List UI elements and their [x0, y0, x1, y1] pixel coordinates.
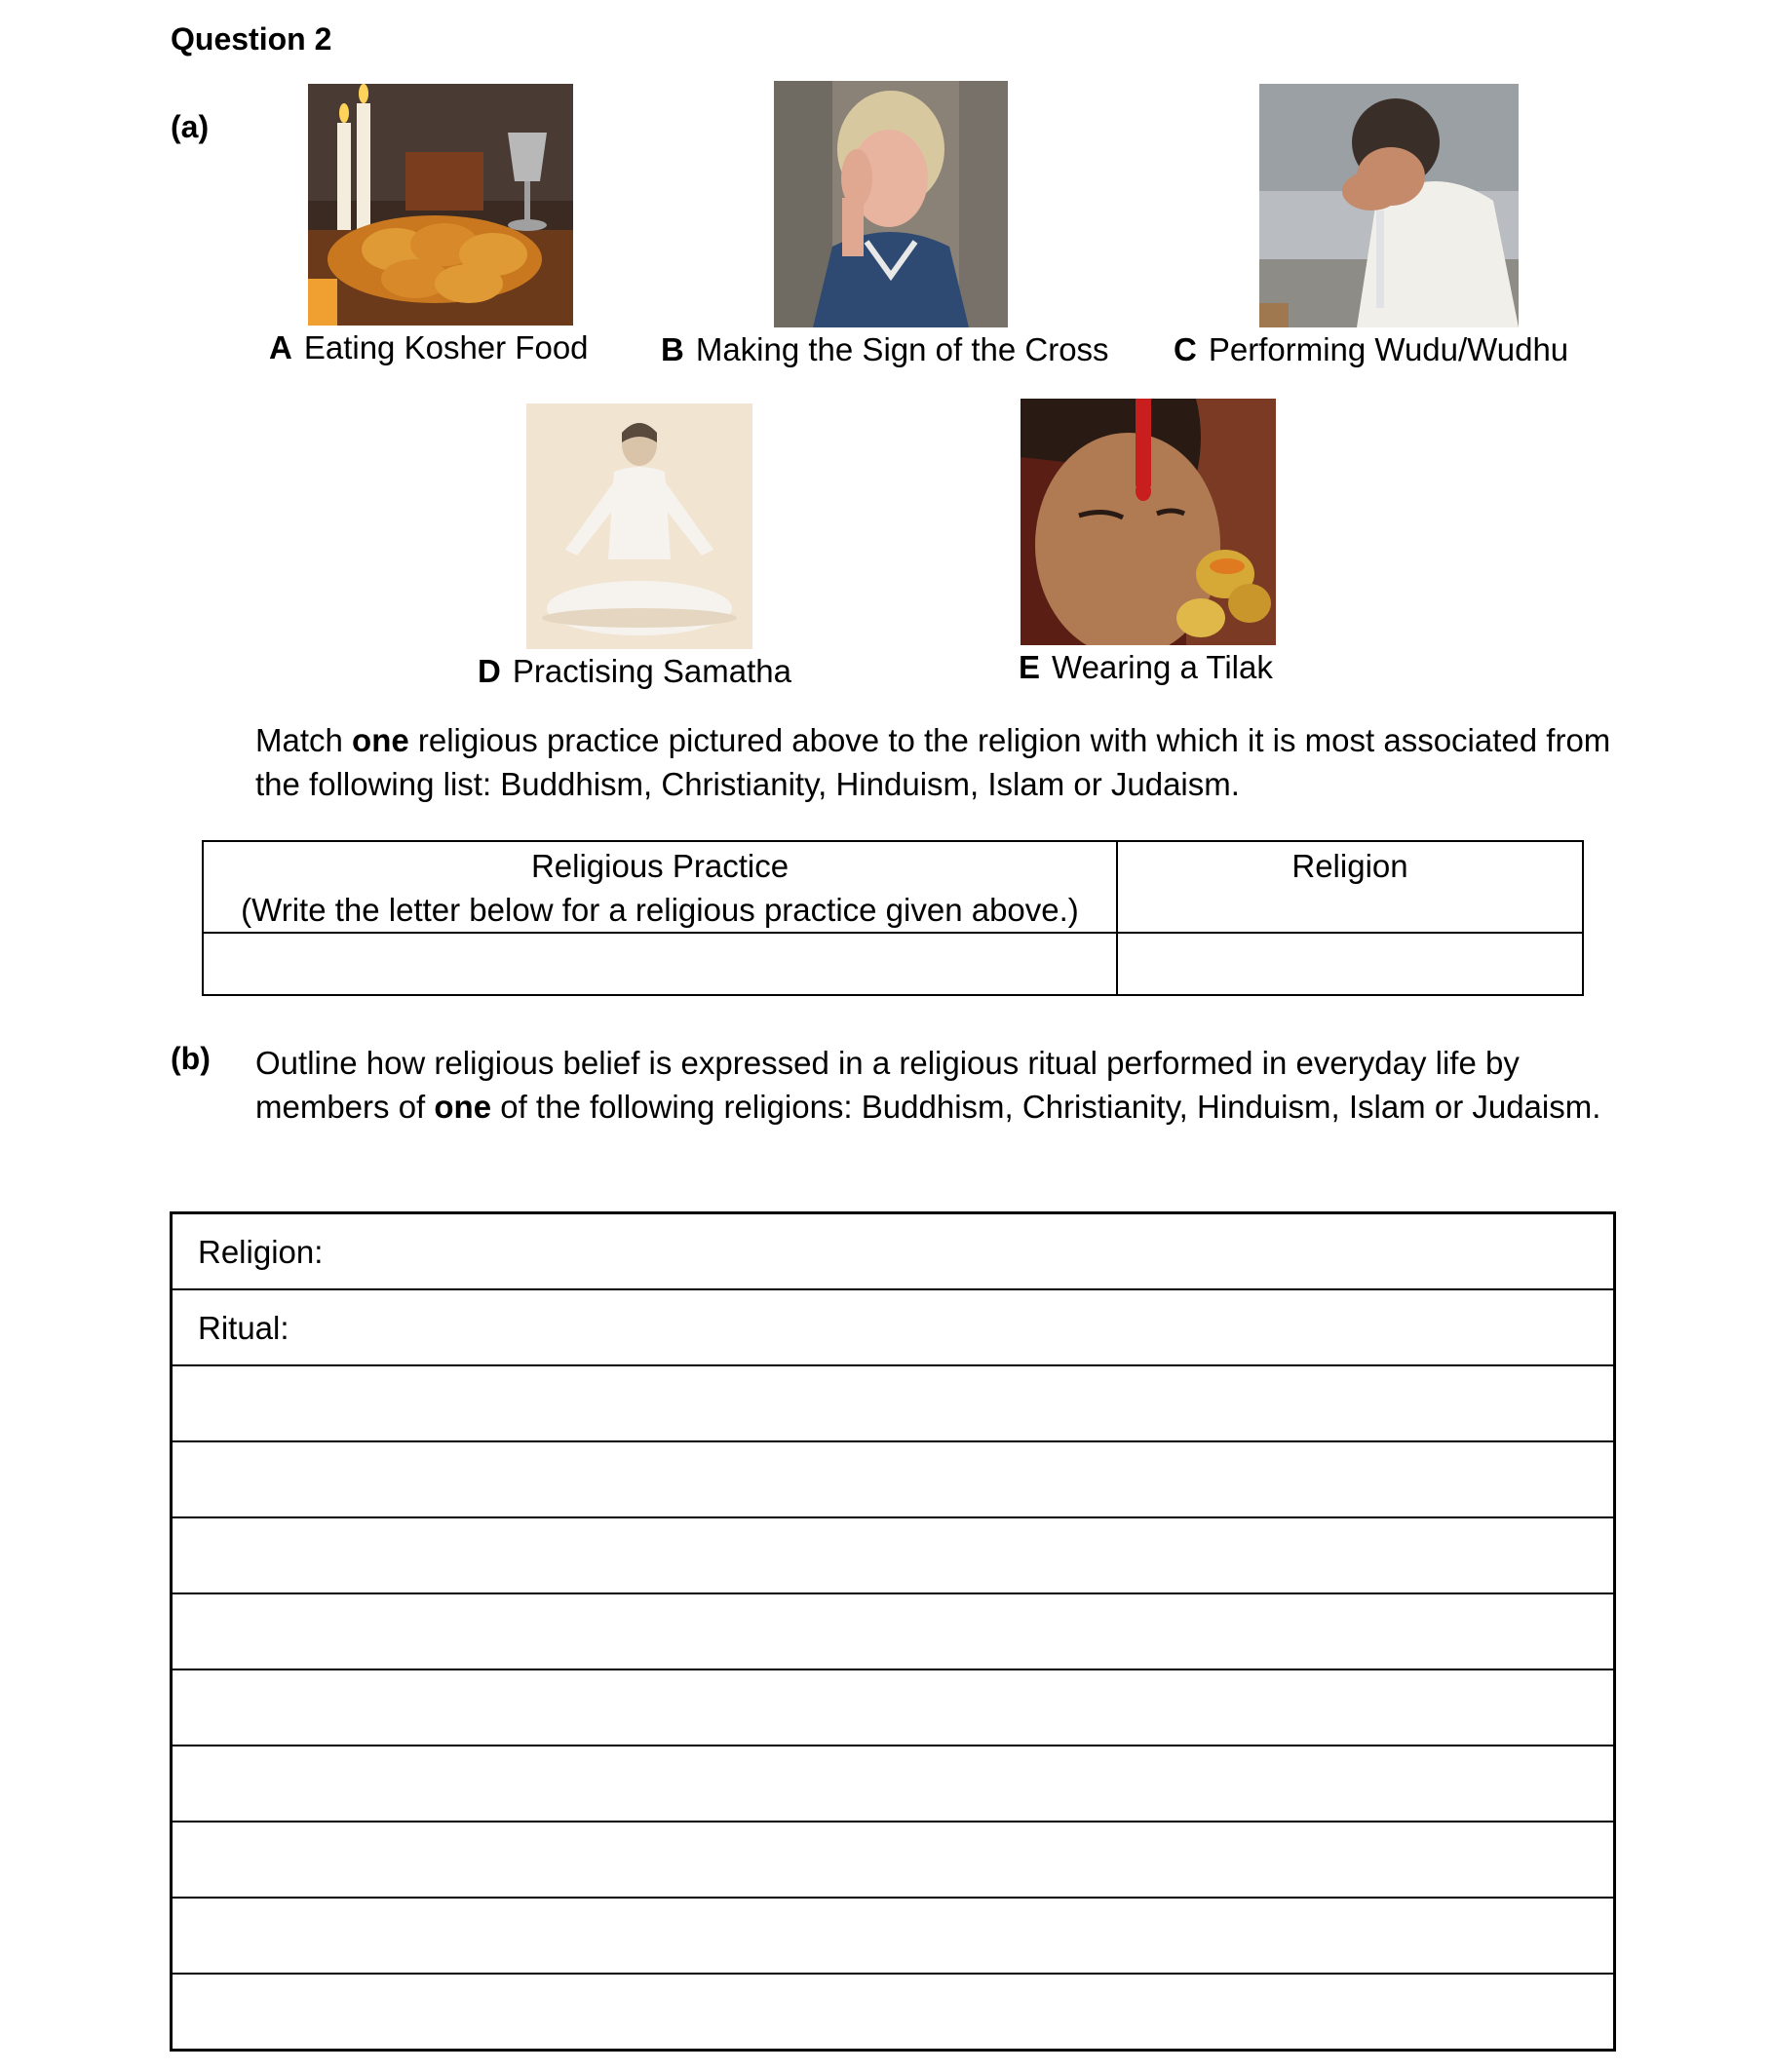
answer-box	[170, 1211, 1616, 2052]
caption-b-text: Making the Sign of the Cross	[695, 331, 1109, 367]
ritual-label: Ritual:	[198, 1310, 289, 1346]
table-header-religion: Religion	[1117, 841, 1583, 933]
instruction-bold: one	[352, 722, 409, 758]
religion-label: Religion:	[198, 1234, 324, 1270]
caption-b	[661, 331, 1109, 368]
answer-line[interactable]	[173, 1442, 1613, 1518]
table-header-practice	[203, 841, 1117, 933]
answer-line[interactable]	[173, 1670, 1613, 1746]
caption-c	[1174, 331, 1568, 368]
table-header-practice-line2: (Write the letter below for a religious practice given above.)	[241, 892, 1079, 928]
answer-line[interactable]	[173, 1518, 1613, 1594]
part-b-bold: one	[434, 1089, 492, 1125]
answer-line[interactable]	[173, 1823, 1613, 1899]
instruction-text-post: religious practice pictured above to the religion with which it is most associated from the following list: Buddhism, Christianity, Hinduism, Islam or Judaism.	[255, 722, 1611, 802]
caption-c-letter: C	[1174, 331, 1197, 367]
answer-line[interactable]	[173, 1746, 1613, 1823]
table-header-practice-line1: Religious Practice	[530, 848, 790, 884]
answer-practice-cell[interactable]	[203, 933, 1117, 995]
instruction-text-pre: Match	[255, 722, 353, 758]
caption-e-text: Wearing a Tilak	[1052, 649, 1273, 685]
girl-crossing-herself-photo	[774, 81, 1008, 327]
challah-bread-candles-photo	[308, 84, 573, 326]
question-title: Question 2	[171, 21, 332, 57]
answer-line[interactable]	[173, 1594, 1613, 1670]
caption-e	[1019, 649, 1273, 686]
part-b-question	[255, 1041, 1620, 1129]
part-b-text-pre: Outline how religious belief is expressed in a religious ritual performed in everyday life by members of	[255, 1045, 1520, 1125]
answer-religion-cell[interactable]	[1117, 933, 1583, 995]
part-b-text-post: of the following religions: Buddhism, Christianity, Hinduism, Islam or Judaism.	[491, 1089, 1601, 1125]
caption-a	[269, 329, 589, 366]
ritual-answer-line[interactable]	[173, 1290, 1613, 1366]
man-with-tilak-photo	[1021, 399, 1276, 645]
man-washing-face-photo	[1259, 84, 1519, 327]
caption-d	[478, 653, 791, 690]
caption-a-text: Eating Kosher Food	[303, 329, 589, 365]
woman-meditating-photo	[526, 403, 752, 649]
answer-line[interactable]	[173, 1975, 1613, 2051]
caption-a-letter: A	[269, 329, 292, 365]
answer-line[interactable]	[173, 1366, 1613, 1442]
caption-c-text: Performing Wudu/Wudhu	[1208, 331, 1569, 367]
part-a-label: (a)	[171, 109, 210, 144]
part-b-label: (b)	[171, 1041, 211, 1076]
religion-answer-line[interactable]	[173, 1214, 1613, 1290]
caption-e-letter: E	[1019, 649, 1041, 685]
part-a-instruction	[255, 718, 1620, 806]
answer-line[interactable]	[173, 1899, 1613, 1975]
caption-d-letter: D	[478, 653, 501, 689]
matching-table	[202, 840, 1584, 996]
caption-d-text: Practising Samatha	[512, 653, 791, 689]
caption-b-letter: B	[661, 331, 684, 367]
